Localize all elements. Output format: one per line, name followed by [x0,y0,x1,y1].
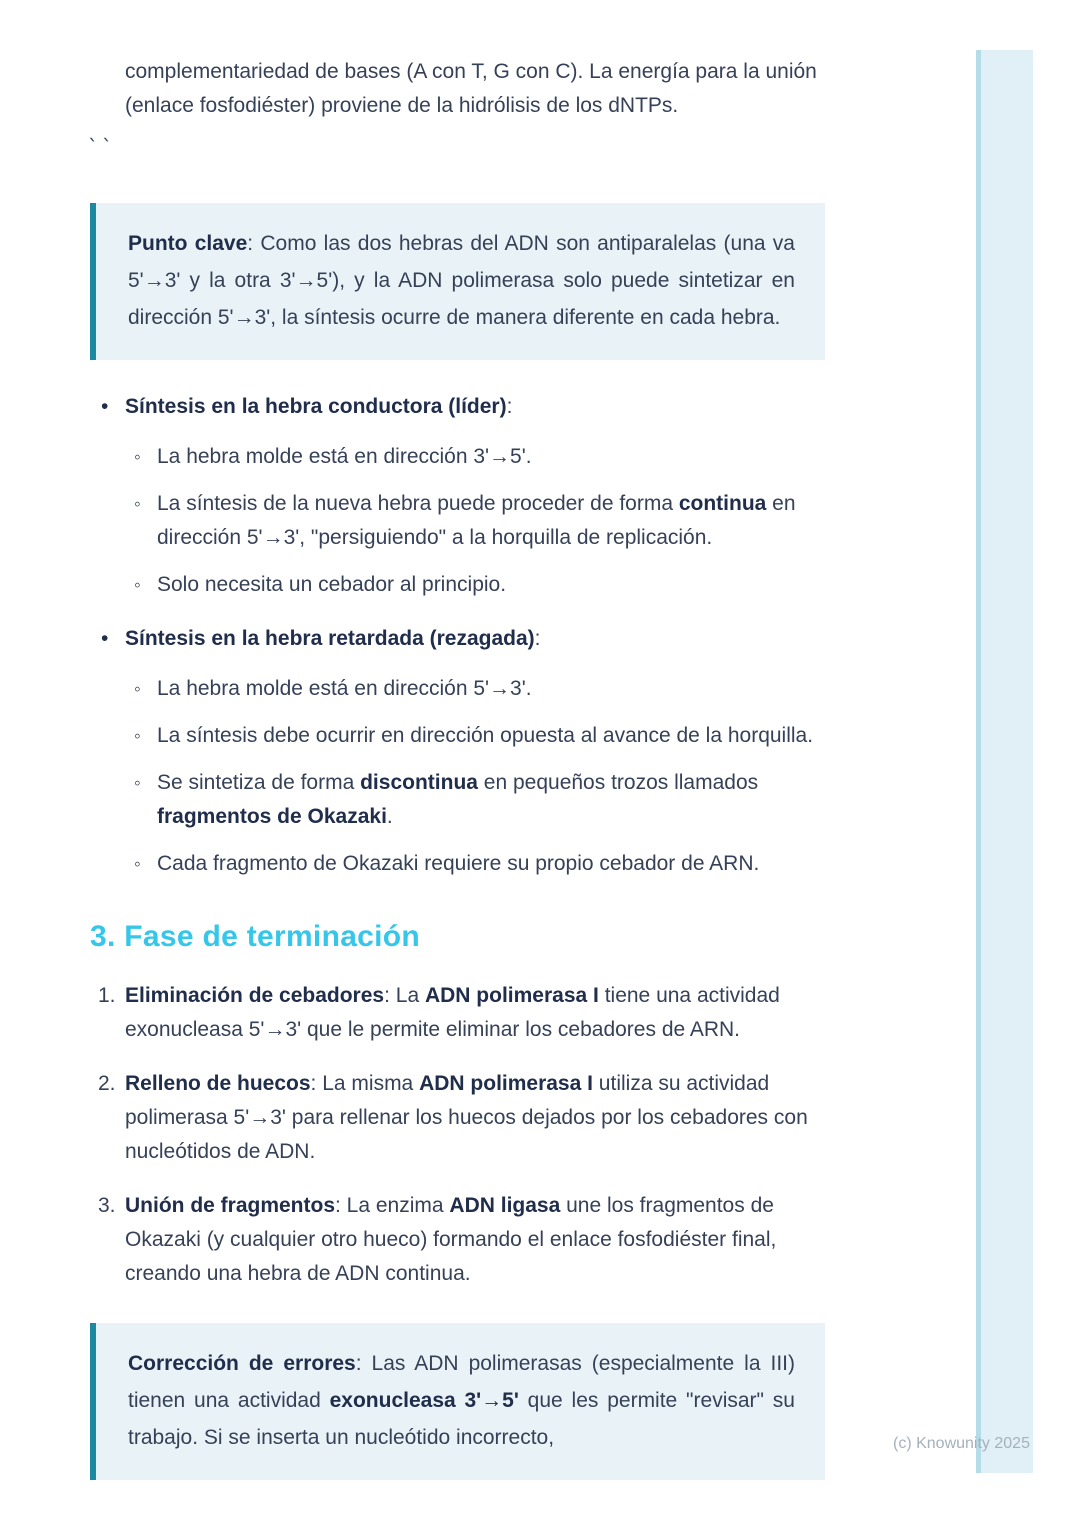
list-item-text: La hebra molde está en dirección 3'→5'. [157,445,532,468]
bullet-section-title-text: Síntesis en la hebra conductora (líder): [125,395,513,418]
error-correction-callout [90,1323,825,1480]
bullet-section-title [90,390,825,424]
stray-backtick-marks: `` [87,135,116,159]
circle-bullet-icon: ◦ [134,494,141,515]
list-item-text: Cada fragmento de Okazaki requiere su propio cebador de ARN. [157,852,760,875]
list-item-text: Eliminación de cebadores: La ADN polimerasa I tiene una actividad exonucleasa 5'→3' que le permite eliminar los cebadores de ARN. [125,984,780,1041]
numbered-list [90,979,825,1291]
list-item-text: Solo necesita un cebador al principio. [157,573,507,596]
circle-bullet-icon: ◦ [134,773,141,794]
list-item [90,719,825,753]
filled-bullet-icon: • [101,627,109,650]
copyright-label: (c) Knowunity 2025 [893,1435,1030,1452]
page-content [87,0,825,1480]
error-correction-callout-text: Corrección de errores: Las ADN polimerasas (especialmente la III) tienen una actividad exonucleasa 3'→5' que les permite "revisar" su trabajo. Si se inserta un nucleótido incorrecto, [128,1352,795,1449]
list-item-text: La síntesis de la nueva hebra puede proceder de forma continua en dirección 5'→3', "persiguiendo" a la horquilla de replicación. [157,492,796,549]
list-item-number: 2. [98,1072,116,1095]
bullet-section-title-text: Síntesis en la hebra retardada (rezagada): [125,627,541,650]
bullet-section-leading-strand [90,390,825,602]
list-item-number: 3. [98,1194,116,1217]
side-scroll-strip [976,50,1033,1473]
key-point-callout [90,203,825,360]
list-item [90,672,825,706]
circle-bullet-icon: ◦ [134,854,141,875]
list-item-text: Se sintetiza de forma discontinua en pequeños trozos llamados fragmentos de Okazaki. [157,771,759,828]
circle-bullet-icon: ◦ [134,447,141,468]
intro-paragraph: complementariedad de bases (A con T, G con C). La energía para la unión (enlace fosfodiéster) proviene de la hidrólisis de los dNTPs. [125,60,817,117]
filled-bullet-icon: • [101,395,109,418]
section-heading-termination-phase: 3. Fase de terminación [90,920,421,953]
list-item [90,440,825,474]
bullet-section-title [90,622,825,656]
list-item [90,487,825,555]
list-item-text: La síntesis debe ocurrir en dirección opuesta al avance de la horquilla. [157,724,814,747]
bullet-list [90,390,825,881]
list-item [90,568,825,602]
sub-bullet-list [90,440,825,602]
sub-bullet-list [90,672,825,881]
list-item-text: La hebra molde está en dirección 5'→3'. [157,677,532,700]
list-item [90,979,825,1047]
list-item [90,1067,825,1169]
list-item [90,1189,825,1291]
bullet-section-lagging-strand [90,622,825,881]
list-item-text: Relleno de huecos: La misma ADN polimerasa I utiliza su actividad polimerasa 5'→3' para rellenar los huecos dejados por los cebadores con nucleótidos de ADN. [125,1072,808,1163]
circle-bullet-icon: ◦ [134,679,141,700]
list-item-number: 1. [98,984,116,1007]
list-item-text: Unión de fragmentos: La enzima ADN ligasa une los fragmentos de Okazaki (y cualquier otro hueco) formando el enlace fosfodiéster final, creando una hebra de ADN continua. [125,1194,777,1285]
circle-bullet-icon: ◦ [134,575,141,596]
list-item [90,766,825,834]
key-point-callout-text: Punto clave: Como las dos hebras del ADN son antiparalelas (una va 5'→3' y la otra 3'→5'), y la ADN polimerasa solo puede sintetizar en dirección 5'→3', la síntesis ocurre de manera diferente en cada hebra. [128,232,795,329]
list-item [90,847,825,881]
circle-bullet-icon: ◦ [134,726,141,747]
